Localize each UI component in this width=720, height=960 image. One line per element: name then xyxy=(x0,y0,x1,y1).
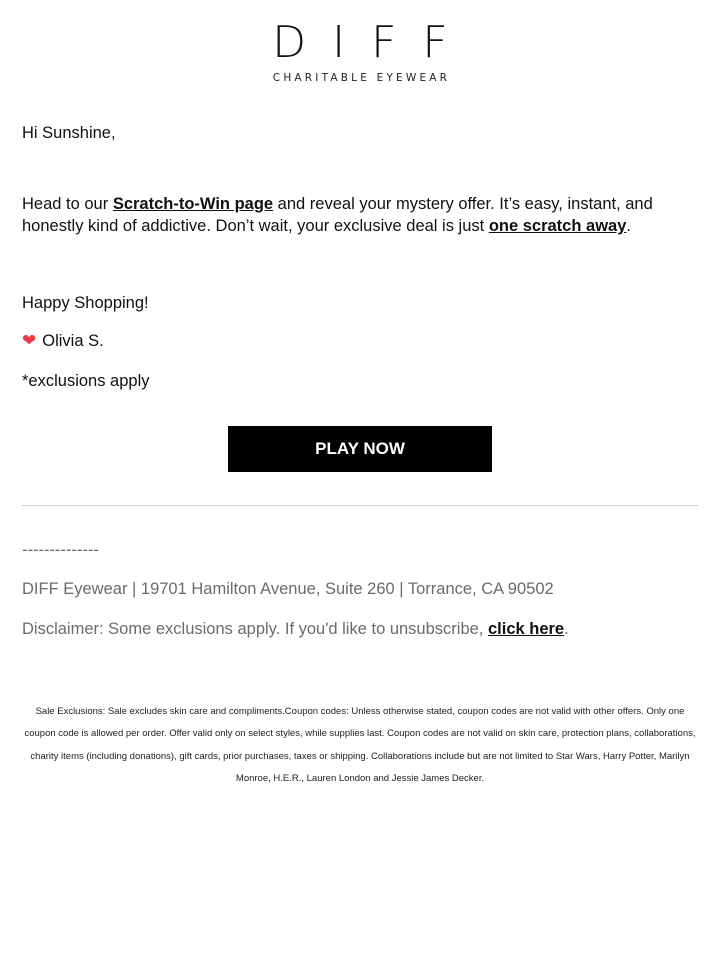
logo-wordmark: DIFF xyxy=(272,17,474,68)
divider xyxy=(22,505,698,506)
greeting: Hi Sunshine, xyxy=(22,124,116,142)
body-text-2: and reveal your mystery offer. It’s easy, instant, and honestly kind of addictive. Don’t wait, your exclusive deal is just xyxy=(22,195,653,235)
signature-name: Olivia S. xyxy=(42,332,104,350)
disclaimer-end: . xyxy=(564,620,569,638)
footer-address: DIFF Eyewear | 19701 Hamilton Avenue, Suite 260 | Torrance, CA 90502 xyxy=(22,580,554,598)
disclaimer-text: Disclaimer: Some exclusions apply. If you'd like to unsubscribe, xyxy=(22,620,488,638)
one-scratch-away-link[interactable]: one scratch away xyxy=(488,217,627,235)
sale-exclusions-fine-print: Sale Exclusions: Sale excludes skin care and compliments.Coupon codes: Unless otherwise stated, coupon codes are not valid with other offers. Only one coupon code is allowed per order. Offer valid only on select styles, while supplies last. Coupon codes are not valid on skin care, protection plans, collaborations, charity items (including donations), gift cards, prior purchases, taxes or shipping. Collaborations include but are not limited to Star Wars, Harry Potter, Marilyn Monroe, H.E.R., Lauren London and Jessie James Decker. xyxy=(24,706,696,784)
unsubscribe-link[interactable]: click here xyxy=(487,620,565,638)
body-text-1: Head to our xyxy=(22,195,113,213)
footer-separator: -------------- xyxy=(22,541,99,559)
signature xyxy=(22,330,698,352)
signoff: Happy Shopping! xyxy=(22,294,149,312)
logo-tagline: CHARITABLE EYEWEAR xyxy=(272,72,451,84)
play-now-button[interactable]: PLAY NOW xyxy=(228,426,492,472)
exclusions-note: *exclusions apply xyxy=(22,372,150,390)
footer-disclaimer xyxy=(22,618,698,640)
body-text-3: . xyxy=(626,217,631,235)
body-paragraph xyxy=(22,193,698,237)
brand-logo[interactable] xyxy=(0,18,720,84)
scratch-to-win-link[interactable]: Scratch-to-Win page xyxy=(112,195,274,213)
heart-icon: ❤ xyxy=(22,331,37,350)
